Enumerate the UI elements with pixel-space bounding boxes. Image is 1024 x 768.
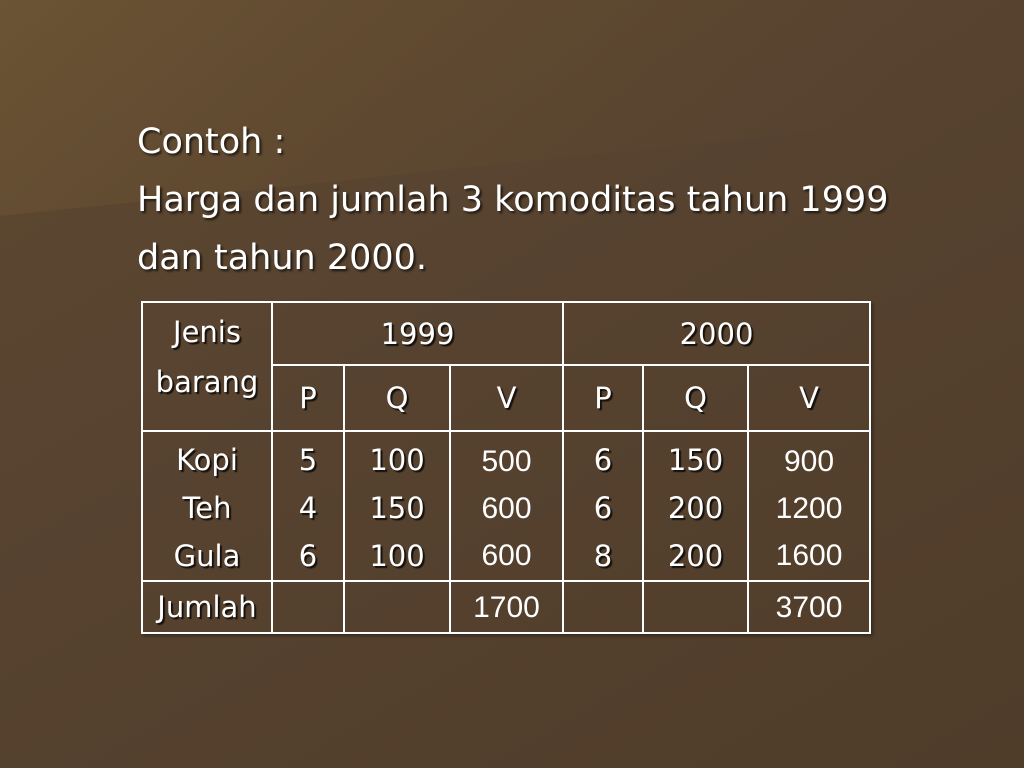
subheader-label: Q (684, 381, 707, 415)
header-year-2000 (563, 302, 870, 365)
item-name: Gula (173, 539, 241, 573)
p-1999-cell (272, 431, 344, 581)
value-p-1999: 4 (298, 491, 318, 525)
subheader-p-1999 (272, 365, 344, 431)
slide-heading: Contoh : (137, 122, 286, 162)
total-v-1999-cell (450, 581, 563, 633)
item-name: Teh (182, 491, 232, 525)
slide-description-line-2: dan tahun 2000. (137, 238, 428, 278)
value-q-1999: 150 (369, 491, 425, 525)
table-header-row-years (142, 302, 870, 365)
p-2000-cell (563, 431, 643, 581)
empty-cell (344, 581, 450, 633)
table-data-row (142, 431, 870, 581)
value-v-2000: 900 (783, 445, 835, 478)
subheader-v-2000 (748, 365, 870, 431)
item-name: Kopi (176, 443, 238, 477)
subheader-q-1999 (344, 365, 450, 431)
total-label-cell (142, 581, 272, 633)
empty-cell (272, 581, 344, 633)
value-v-1999: 600 (481, 492, 532, 525)
header-year-2000-label: 2000 (679, 316, 754, 351)
empty-cell (563, 581, 643, 633)
items-cell (142, 431, 272, 581)
value-q-1999: 100 (369, 539, 425, 573)
total-v-2000: 3700 (775, 590, 843, 624)
total-label: Jumlah (157, 590, 257, 624)
value-v-1999: 500 (481, 445, 532, 478)
subheader-label: V (799, 381, 819, 415)
empty-cell (643, 581, 748, 633)
value-q-2000: 200 (667, 491, 724, 525)
table-total-row (142, 581, 870, 633)
v-2000-cell (748, 431, 870, 581)
value-p-1999: 6 (298, 539, 318, 573)
value-p-2000: 6 (593, 491, 613, 525)
subheader-v-1999 (450, 365, 563, 431)
value-q-1999: 100 (369, 443, 425, 477)
subheader-label: P (594, 381, 612, 415)
q-1999-cell (344, 431, 450, 581)
slide-description-line-1: Harga dan jumlah 3 komoditas tahun 1999 (137, 180, 889, 220)
subheader-p-2000 (563, 365, 643, 431)
subheader-label: Q (385, 381, 409, 415)
subheader-q-2000 (643, 365, 748, 431)
header-item-type (142, 302, 272, 431)
header-year-1999-label: 1999 (380, 316, 455, 351)
subheader-label: V (496, 381, 517, 415)
value-q-2000: 200 (667, 539, 724, 573)
slide-text (137, 113, 997, 287)
value-q-2000: 150 (667, 443, 724, 477)
subheader-label: P (299, 381, 317, 415)
value-p-2000: 8 (593, 539, 613, 573)
v-1999-cell (450, 431, 563, 581)
commodity-table (141, 301, 871, 634)
total-v-2000-cell (748, 581, 870, 633)
value-v-2000: 1200 (775, 492, 843, 525)
header-item-type-label: Jenis barang (155, 315, 259, 399)
total-v-1999: 1700 (473, 590, 540, 624)
value-p-1999: 5 (298, 443, 318, 477)
value-v-1999: 600 (481, 539, 532, 572)
value-p-2000: 6 (593, 443, 613, 477)
value-v-2000: 1600 (775, 539, 843, 572)
header-year-1999 (272, 302, 563, 365)
q-2000-cell (643, 431, 748, 581)
